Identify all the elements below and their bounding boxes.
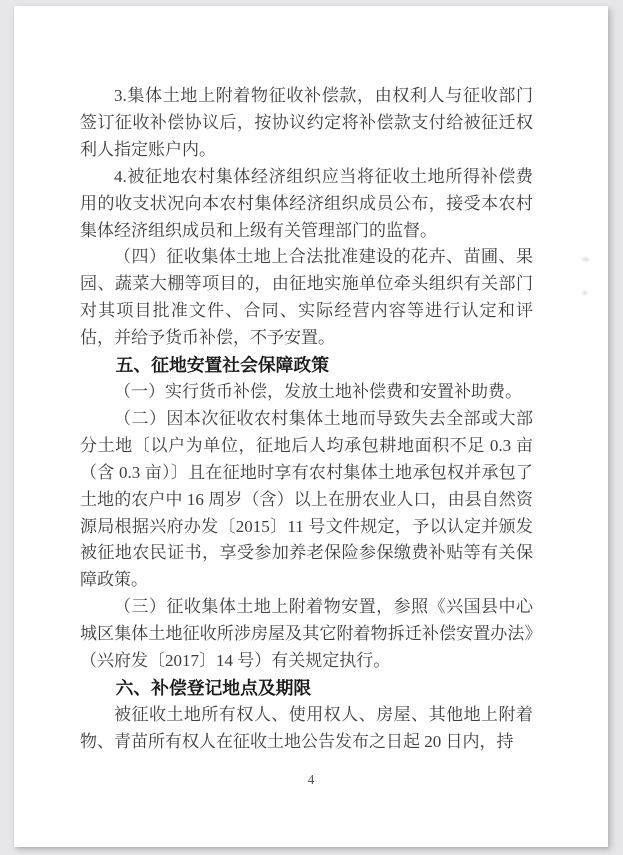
paragraph: 4.被征地农村集体经济组织应当将征收土地所得补偿费用的收支状况向本农村集体经济组织成员公布，接受本农村集体经济组织成员和上级有关管理部门的监督。 — [80, 166, 533, 240]
paragraph: 被征收土地所有权人、使用权人、房屋、其他地上附着物、青苗所有权人在征收土地公告发布之日起 20 日内，持 — [80, 704, 533, 751]
section-heading: 六、补偿登记地点及期限 — [115, 677, 312, 698]
document-body — [80, 83, 533, 756]
paragraph: 3.集体土地上附着物征收补偿款，由权利人与征收部门签订征收补偿协议后，按协议约定将补偿款支付给被征迁权利人指定账户内。 — [80, 86, 533, 159]
scan-artifact — [583, 291, 587, 295]
paragraph: （一）实行货币补偿，发放土地补偿费和安置补助费。 — [114, 381, 522, 401]
section-heading: 五、征地安置社会保障政策 — [115, 355, 329, 376]
scan-artifact — [582, 258, 589, 261]
paragraph: （三）征收集体土地上附着物安置，参照《兴国县中心城区集体土地征收所涉房屋及其它附着物拆迁补偿安置办法》（兴府发〔2017〕14 号）有关规定执行。 — [80, 597, 533, 671]
paragraph: （二）因本次征收农村集体土地而导致失去全部或大部分土地〔以户为单位，征地后人均承包耕地面积不足 0.3 亩（含 0.3 亩）〕且在征地时享有农村集体土地承包权并承包了土地的农户中 16 周岁（含）以上在册农业人口，由县自然资源局根据兴府办发〔2015〕11 号文件规定，予以认定并颁发被征地农民证书，享受参加养老保险参保缴费补贴等有关保障政策。 — [80, 408, 533, 590]
document-page — [14, 6, 608, 847]
page-number: 4 — [307, 772, 315, 787]
paragraph: （四）征收集体土地上合法批准建设的花卉、苗圃、果园、蔬菜大棚等项目的，由征地实施单位牵头组织有关部门对其项目批准文件、合同、实际经营内容等进行认定和评估，并给予货币补偿，不予安置。 — [80, 247, 533, 348]
